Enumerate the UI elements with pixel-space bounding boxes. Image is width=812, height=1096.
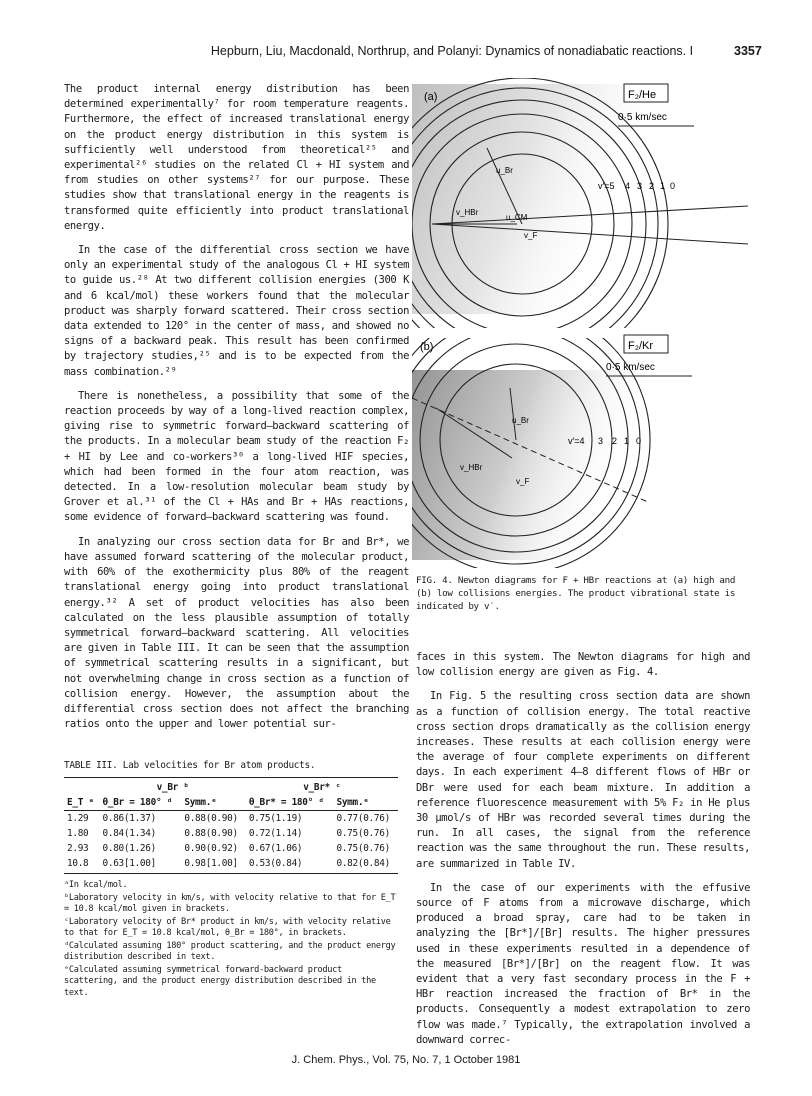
table-group-header-row [64,778,398,796]
table-cell: 10.8 [64,856,100,874]
page-header [0,44,812,64]
state-number: 1 [660,181,666,191]
table-cell: 0.84(1.34) [102,828,156,839]
column-header: θ_Br = 180° ᵈ [100,795,182,811]
table-footnotes [64,880,398,999]
figure-4a-panel [412,78,748,370]
table-row [64,826,398,841]
vector-label: v_HBr [456,208,479,217]
vector-label: v_F [516,477,530,486]
table-3-grid [64,777,398,874]
paragraph: In Fig. 5 the resulting cross section data are shown as a function of collision energy. The total reactive cross section drops dramatically as the collision energy increases. These results at each collision energy were the average of four complete experiments on different days. In each experiment 4–8 different flows of HBr or DBr were used for each beam mixture. In addition a reference fluorescence measurement with 5% F₂ in He plus 30 μmol/s of HBr was recorded several times during the run. In all cases, the signal from the reference reaction was the same throughout the run. These results, are summarized in Table IV. [416,690,750,870]
table-cell: 0.86(1.37) [102,813,156,824]
table-footnote: ᵈCalculated assuming 180° product scattering, and the product energy distribution described in text. [64,940,396,962]
column-header: Symm.ᵉ [333,795,398,811]
figure-4b-panel [412,306,692,568]
state-number: 2 [612,436,618,446]
table-footnote: ᵇLaboratory velocity in km/s, with velocity relative to that for E_T = 10.8 kcal/mol given in brackets. [64,892,396,914]
paragraph: faces in this system. The Newton diagrams for high and low collision energy are given as Fig. 4. [416,651,750,679]
column-header: E_T ᵃ [64,795,100,811]
table-row [64,811,398,827]
running-head: Hepburn, Liu, Macdonald, Northrup, and Polanyi: Dynamics of nonadiabatic reactions. I [210,44,694,58]
table-cell: 0.80(1.26) [102,843,156,854]
table-cell: 1.29 [67,813,89,824]
table-footnote: ᵃIn kcal/mol. [64,880,128,890]
panel-label: (a) [424,91,438,103]
figure-4-newton-diagrams [412,78,752,568]
state-number: 3 [637,181,643,191]
left-column [64,82,409,741]
table-title: TABLE III. Lab velocities for Br atom products. [64,760,316,771]
vector-label: u_CM [506,213,528,222]
vibrational-state-label: v′=5 [598,181,615,191]
page-number: 3357 [734,44,762,58]
table-cell: 0.75(0.76) [336,828,390,839]
table-3 [64,760,398,1000]
paragraph: In analyzing our cross section data for Br and Br*, we have assumed forward scattering of the molecular product, with 60% of the exothermicity plus 80% of the reagent translational energy going into product translational energy.³² A set of product velocities has also been calculated on the less plausible assumption of totally symmetrical forward–backward scattering. All velocities are given in Table III. It can be seen that the assumption of symmetrical scattering results in a significant, but not overwhelming change in cross section as a function of collision energy. However, the assumption about the differential cross section does not affect the branching ratios onto the upper and lower potential sur- [64,535,409,731]
table-cell: 0.67(1.06) [248,843,303,854]
table-cell: 0.82(0.84) [333,856,398,874]
table-cell: 0.98[1.00] [181,856,245,874]
table-cell: 1.80 [67,828,89,839]
vector-label: u_Br [512,416,529,425]
journal-citation-footer: J. Chem. Phys., Vol. 75, No. 7, 1 October 1981 [291,1054,521,1066]
column-header: Symm.ᵉ [181,795,245,811]
table-row [64,856,398,874]
table-cell: 0.75(1.19) [248,813,303,824]
paragraph: In the case of the differential cross section we have only an experimental study of the analogous Cl + HI system to guide us.²⁸ At two different collision energies (300 K and 6 kcal/mol) these workers found that the molecular product was sharply forward scattered. Their cross section data extended to 120° in the center of mass, and showed no signs of a backward peak. This result has been confirmed by trajectory studies,²⁵ and is to be expected from the mass combination.²⁹ [64,244,409,378]
vector-label: v_HBr [460,463,483,472]
vibrational-state-label: v′=4 [568,436,585,446]
table-footnote: ᶜLaboratory velocity of Br* product in km/s, with velocity relative to that for E_T = 10.8 kcal/mol, θ_Br = 180°, in brackets. [64,916,391,938]
table-footnote: ᵉCalculated assuming symmetrical forward-backward product scattering, and the product energy distribution described in the text. [64,964,376,998]
figure-4-caption: FIG. 4. Newton diagrams for F + HBr reactions at (a) high and (b) low collisions energies. The product vibrational state is indicated by v′. [416,575,736,612]
state-number: 1 [624,436,630,446]
vector-label: v_F [524,231,538,240]
table-header-row [64,795,398,811]
state-number: 4 [625,181,631,191]
table-cell: 0.88(0.90) [184,828,238,839]
table-cell: 0.90(0.92) [184,843,238,854]
column-header: θ_Br* = 180° ᵈ [246,795,334,811]
scale-label: 0·5 km/sec [606,362,655,373]
system-label: F₂/Kr [628,340,654,352]
panel-label: (b) [420,341,434,353]
state-number: 0 [670,181,676,191]
state-number: 0 [636,436,642,446]
table-cell: 2.93 [67,843,89,854]
scale-label: 0·5 km/sec [618,112,667,123]
group-header: v_Br* ᶜ [246,778,398,796]
group-header: v_Br ᵇ [100,778,246,796]
figure-shading [412,370,642,560]
table-cell: 0.53(0.84) [246,856,334,874]
right-column [416,650,750,1057]
table-cell: 0.72(1.14) [248,828,303,839]
state-number: 3 [598,436,604,446]
vector-label: u_Br [496,166,513,175]
paragraph: In the case of our experiments with the effusive source of F atoms from a microwave discharge, which produced a broad spray, care had to be taken in analyzing the [Br*]/[Br] results. The higher pressures used in these experiments resulted in a dependence of the measured [Br*]/[Br] on the reagent flow. It was evident that a very fast secondary process in the F + HBr reaction increased the fraction of Br* in the products. Consequently a modest extrapolation to zero flow was made.⁷ Typically, the extrapolation involved a downward correc- [416,881,750,1046]
state-number: 2 [649,181,655,191]
table-cell: 0.77(0.76) [336,813,390,824]
table-cell: 0.63[1.00] [100,856,182,874]
paragraph: There is nonetheless, a possibility that some of the reaction proceeds by way of a long-lived reaction complex, giving rise to symmetric forward–backward scattering of the products. In a molecular beam study of the reaction F₂ + HI by Lee and co-workers³⁰ a long-lived HIF species, which had been formed in the four atom reaction, was detected. In a low-resolution molecular beam study by Grover et al.³¹ of the Cl + HAs and Br + HAs reactions, some evidence of forward–backward scattering was found. [64,389,409,524]
table-row [64,841,398,856]
paragraph: The product internal energy distribution has been determined experimentally⁷ for room temperature reagents. Furthermore, the effect of increased translational energy on the product energy distribution in this system is sufficiently well understood from theoretical²⁵ and experimental²⁶ studies on the related Cl + HI system and from studies on other systems²⁷ for our purpose. These studies show that translational energy in the reagents is transformed quite efficiently into product translational energy. [64,83,409,232]
table-cell: 0.75(0.76) [336,843,390,854]
system-label: F₂/He [628,89,657,101]
table-cell: 0.88(0.90) [184,813,238,824]
